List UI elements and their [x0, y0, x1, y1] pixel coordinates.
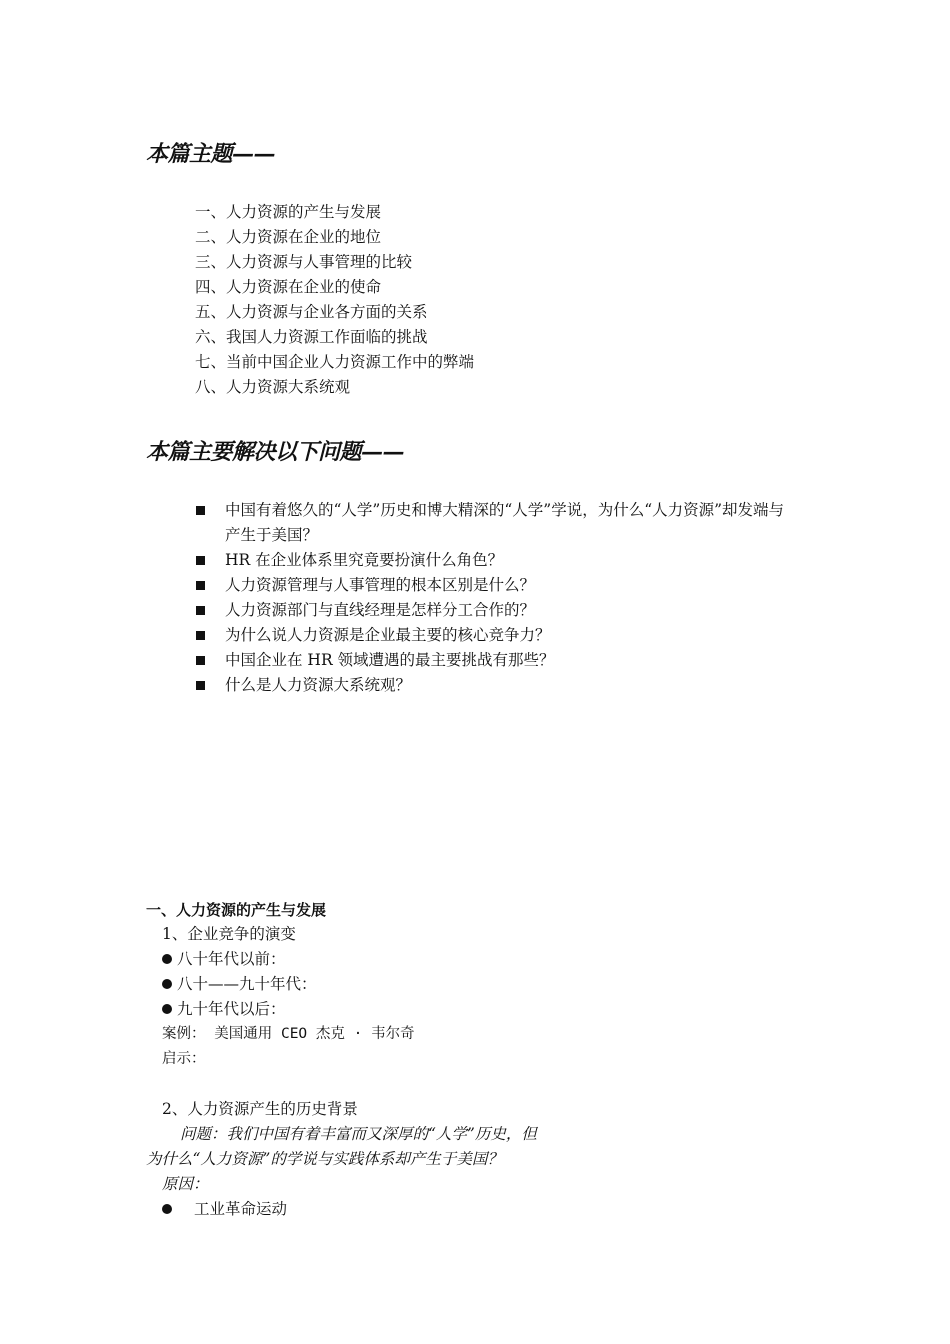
round-bullet-icon [162, 1004, 172, 1014]
square-bullet-icon [196, 606, 205, 615]
topic-item: 七、当前中国企业人力资源工作中的弊端 [195, 353, 475, 371]
topic-item: 一、人力资源的产生与发展 [195, 203, 382, 221]
topic-item: 六、我国人力资源工作面临的挑战 [195, 328, 428, 346]
question-item [195, 573, 795, 598]
question-item [195, 548, 795, 573]
question-paragraph-line: 问题：我们中国有着丰富而又深厚的“人学”历史，但 [180, 1125, 537, 1143]
reason-text: 工业革命运动 [194, 1200, 288, 1218]
question-text: 人力资源部门与直线经理是怎样分工合作的？ [225, 601, 536, 619]
question-text: 中国企业在 HR 领域遭遇的最主要挑战有那些？ [225, 651, 555, 669]
bullet-line [162, 972, 317, 996]
topic-heading: 本篇主题—— [146, 141, 276, 167]
subsection-title: 2、人力资源产生的历史背景 [162, 1100, 358, 1118]
question-text: 为什么说人力资源是企业最主要的核心竞争力？ [225, 626, 551, 644]
bullet-line [162, 997, 286, 1021]
question-text: HR 在企业体系里究竟要扮演什么角色？ [225, 551, 504, 569]
reason-bullet-line [162, 1197, 287, 1221]
question-item [195, 598, 795, 623]
problems-heading: 本篇主要解决以下问题—— [146, 439, 405, 465]
question-text: 人力资源管理与人事管理的根本区别是什么？ [225, 576, 536, 594]
case-line: 案例： 美国通用 CEO 杰克 · 韦尔奇 [162, 1026, 415, 1042]
topic-item: 四、人力资源在企业的使命 [195, 278, 382, 296]
topic-item: 八、人力资源大系统观 [195, 378, 351, 396]
question-item [195, 498, 795, 548]
topic-item: 五、人力资源与企业各方面的关系 [195, 303, 428, 321]
question-paragraph-line: 为什么“人力资源”的学说与实践体系却产生于美国？ [146, 1150, 503, 1168]
question-text: 中国有着悠久的“人学”历史和博大精深的“人学”学说，为什么“人力资源”却发端与产生于美国？ [225, 501, 785, 544]
question-item [195, 673, 795, 698]
question-item [195, 623, 795, 648]
bullet-text: 八十——九十年代： [177, 975, 317, 993]
reason-label: 原因： [162, 1175, 209, 1193]
bullet-text: 九十年代以后： [177, 1000, 286, 1018]
bullet-text: 八十年代以前： [177, 950, 286, 968]
square-bullet-icon [196, 656, 205, 665]
round-bullet-icon [162, 954, 172, 964]
inspiration-line: 启示： [162, 1051, 206, 1067]
question-item [195, 648, 795, 673]
section-title: 一、人力资源的产生与发展 [146, 901, 327, 919]
topic-list [195, 200, 474, 400]
subsection-title: 1、企业竞争的演变 [162, 925, 296, 943]
square-bullet-icon [196, 631, 205, 640]
topic-item: 二、人力资源在企业的地位 [195, 228, 382, 246]
question-text: 什么是人力资源大系统观？ [225, 676, 412, 694]
square-bullet-icon [196, 681, 205, 690]
square-bullet-icon [196, 581, 205, 590]
question-list [195, 498, 795, 698]
round-bullet-icon [162, 1204, 172, 1214]
square-bullet-icon [196, 506, 205, 515]
round-bullet-icon [162, 979, 172, 989]
square-bullet-icon [196, 556, 205, 565]
bullet-line [162, 947, 286, 971]
topic-item: 三、人力资源与人事管理的比较 [195, 253, 413, 271]
